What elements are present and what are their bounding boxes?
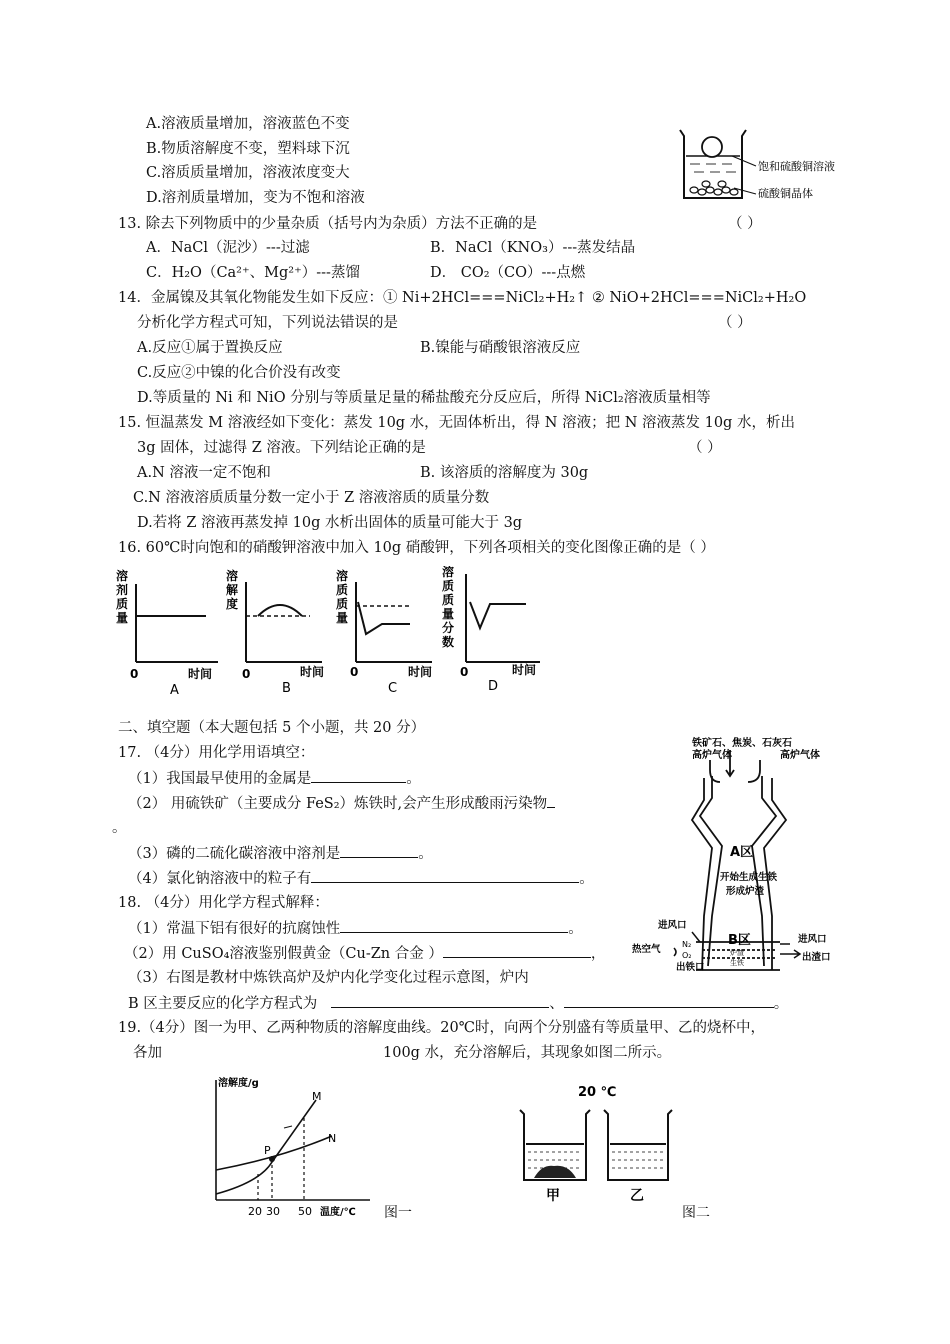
- q12-option-c: C.溶质质量增加，溶液浓度变大: [146, 165, 350, 181]
- q13-option-b: B．NaCl（KNO₃）---蒸发结晶: [430, 240, 636, 256]
- graph-d-curve: [470, 602, 526, 628]
- q18-item2: （2）用 CuSO₄溶液鉴别假黄金（Cu-Zn 合金 ） ，: [124, 943, 605, 964]
- furnace-gas-right: 高炉气体: [780, 750, 820, 761]
- q18-item1: （1）常温下铝有很好的抗腐蚀性 。: [128, 918, 583, 939]
- q17-blank3[interactable]: [340, 843, 418, 858]
- curve-m-label: M: [312, 1090, 322, 1103]
- q13-option-c: C．H₂O（Ca²⁺、Mg²⁺）---蒸馏: [146, 265, 360, 281]
- graph-c-xlabel: 时间: [408, 665, 433, 679]
- graph-c-origin: 0: [350, 665, 359, 679]
- slag-outlet-label: 出渣口: [802, 952, 831, 963]
- q17-blank1[interactable]: [311, 768, 406, 783]
- q12-option-a: A.溶液质量增加，溶液蓝色不变: [146, 116, 350, 132]
- q15-option-d: D.若将 Z 溶液再蒸发掉 10g 水析出固体的质量可能大于 3g: [137, 515, 523, 531]
- fig2-temperature: 20 ℃: [578, 1085, 617, 1100]
- blast-furnace-figure: [630, 736, 850, 984]
- graph-c-ylabel: 溶质质量: [336, 569, 349, 625]
- o2-label: O₂: [682, 951, 692, 960]
- q15-option-b: B. 该溶质的溶解度为 30g: [420, 465, 589, 481]
- q18-blank4[interactable]: [564, 993, 774, 1008]
- inlet-left-label: 进风口: [658, 920, 687, 931]
- q17-item2: （2） 用硫铁矿（主要成分 FeS₂）炼铁时,会产生形成酸雨污染物: [128, 793, 555, 814]
- q14-option-b: B.镍能与硝酸银溶液反应: [420, 340, 581, 356]
- hot-air-label: 热空气: [632, 944, 661, 955]
- q12-option-d: D.溶剂质量增加，变为不饱和溶液: [146, 190, 365, 206]
- q19-stem2a: 各加: [133, 1045, 162, 1061]
- graph-c-letter: C: [388, 681, 398, 696]
- fig1-xlabel: 温度/℃: [320, 1207, 356, 1218]
- iron-outlet-label: 出铁口: [676, 962, 705, 973]
- curve-n-label: N: [328, 1132, 337, 1145]
- graph-b-letter: B: [282, 681, 291, 696]
- q15-stem2: 3g 固体，过滤得 Z 溶液。下列结论正确的是: [137, 440, 426, 456]
- fig1-caption: 图一: [384, 1205, 412, 1221]
- graph-d-xlabel: 时间: [512, 663, 537, 677]
- q15-answer-paren: （ ）: [688, 440, 722, 456]
- beaker-figure: [670, 122, 860, 212]
- label-crystal: 硫酸铜晶体: [758, 187, 813, 200]
- beaker-jia-label: 甲: [546, 1188, 560, 1204]
- q17-item2-end: 。: [112, 820, 127, 836]
- q17-item1: （1）我国最早使用的金属是 。: [128, 768, 421, 789]
- q18-stem: 18. （4分）用化学方程式解释：: [118, 895, 329, 911]
- iron-layer-label: 生铁: [730, 959, 744, 967]
- curve-n: [216, 1136, 332, 1170]
- n2-label: N₂: [682, 940, 692, 949]
- section2-heading: 二、填空题（本大题包括 5 个小题，共 20 分）: [118, 720, 426, 736]
- q17-item4: （4）氯化钠溶液中的粒子有 。: [128, 868, 594, 889]
- graph-b-xlabel: 时间: [300, 665, 325, 679]
- q13-option-a: A．NaCl（泥沙）---过滤: [146, 240, 310, 256]
- q17-blank4[interactable]: [311, 868, 579, 883]
- inlet-right-label: 进风口: [798, 934, 827, 945]
- q15-stem: 15. 恒温蒸发 M 溶液经如下变化：蒸发 10g 水，无固体析出，得 N 溶液；把 N 溶液蒸发 10g 水，析出: [118, 415, 795, 431]
- tick-30: 30: [266, 1205, 280, 1218]
- zone-a-note2: 形成炉渣: [726, 886, 765, 897]
- q13-answer-paren: （ ）: [728, 216, 762, 232]
- q18-blank3[interactable]: [331, 993, 549, 1008]
- graph-b-origin: 0: [242, 667, 251, 681]
- graph-c-curve: [358, 602, 410, 634]
- q14-stem2: 分析化学方程式可知，下列说法错误的是: [137, 315, 398, 331]
- zone-a-label: A区: [730, 845, 754, 860]
- plastic-ball: [702, 137, 722, 157]
- graph-a-letter: A: [170, 683, 179, 698]
- beakers-figure: [512, 1082, 682, 1212]
- point-p-label: P: [264, 1144, 271, 1157]
- q18-blank1[interactable]: [340, 918, 568, 933]
- q19-stem: 19.（4分）图一为甲、乙两种物质的溶解度曲线。20℃时，向两个分别盛有等质量甲、乙的烧杯中，: [118, 1020, 765, 1036]
- graph-b-curve: [258, 605, 302, 616]
- q17-stem: 17. （4分）用化学用语填空：: [118, 745, 315, 761]
- q17-item3: （3）磷的二硫化碳溶液中溶剂是 。: [128, 843, 433, 864]
- furnace-gas-left: 高炉气体: [692, 750, 732, 761]
- graph-a-ylabel: 溶剂质量: [116, 569, 129, 625]
- crystals: [690, 181, 738, 195]
- q13-stem: 13. 除去下列物质中的少量杂质（括号内为杂质）方法不正确的是: [118, 216, 538, 232]
- tick-20: 20: [248, 1205, 262, 1218]
- furnace-top-label: 铁矿石、焦炭、石灰石: [692, 738, 792, 749]
- q14-answer-paren: （ ）: [718, 315, 752, 331]
- fig1-ylabel: 溶解度/g: [218, 1078, 259, 1089]
- graph-a-xlabel: 时间: [188, 667, 213, 681]
- q16-stem: 16. 60℃时向饱和的硝酸钾溶液中加入 10g 硝酸钾，下列各项相关的变化图像正确的是（ ）: [118, 540, 715, 556]
- tick-50: 50: [298, 1205, 312, 1218]
- zone-b-label: B区: [728, 933, 751, 948]
- graph-d-letter: D: [488, 679, 499, 694]
- q14-option-a: A.反应①属于置换反应: [137, 340, 283, 356]
- graph-a-origin: 0: [130, 667, 139, 681]
- graph-d-ylabel: 溶质质量分数: [442, 566, 455, 649]
- label-saturated-solution: 饱和硫酸铜溶液: [758, 160, 835, 173]
- q15-option-c: C.N 溶液溶质质量分数一定小于 Z 溶液溶质的质量分数: [133, 490, 490, 506]
- graph-d-origin: 0: [460, 665, 469, 679]
- graph-b-ylabel: 溶解度: [226, 569, 239, 611]
- q15-option-a: A.N 溶液一定不饱和: [137, 465, 271, 481]
- q18-item3: （3）右图是教材中炼铁高炉及炉内化学变化过程示意图，炉内: [128, 970, 529, 986]
- q14-option-d: D.等质量的 Ni 和 NiO 分别与等质量足量的稀盐酸充分反应后，所得 NiCl₂溶液质量相等: [137, 390, 711, 406]
- q14-option-c: C.反应②中镍的化合价没有改变: [137, 365, 341, 381]
- q19-stem2b: 100g 水，充分溶解后，其现象如图二所示。: [383, 1045, 672, 1061]
- fig2-caption: 图二: [682, 1205, 710, 1221]
- q18-item4: B 区主要反应的化学方程式为 、 。: [128, 993, 788, 1014]
- beaker-yi-label: 乙: [630, 1188, 644, 1204]
- q16-graphs: [110, 566, 560, 698]
- q18-blank2[interactable]: [443, 943, 591, 958]
- q12-option-b: B.物质溶解度不变，塑料球下沉: [146, 141, 350, 157]
- q13-option-d: D． CO₂（CO）---点燃: [430, 265, 586, 281]
- q14-stem: 14．金属镍及其氧化物能发生如下反应：① Ni+2HCl===NiCl₂+H₂↑ ② NiO+2HCl===NiCl₂+H₂O: [118, 290, 807, 306]
- zone-a-note1: 开始生成生铁: [720, 872, 778, 883]
- slag-layer-label: 炉渣: [730, 949, 744, 957]
- q17-blank2[interactable]: [547, 793, 555, 808]
